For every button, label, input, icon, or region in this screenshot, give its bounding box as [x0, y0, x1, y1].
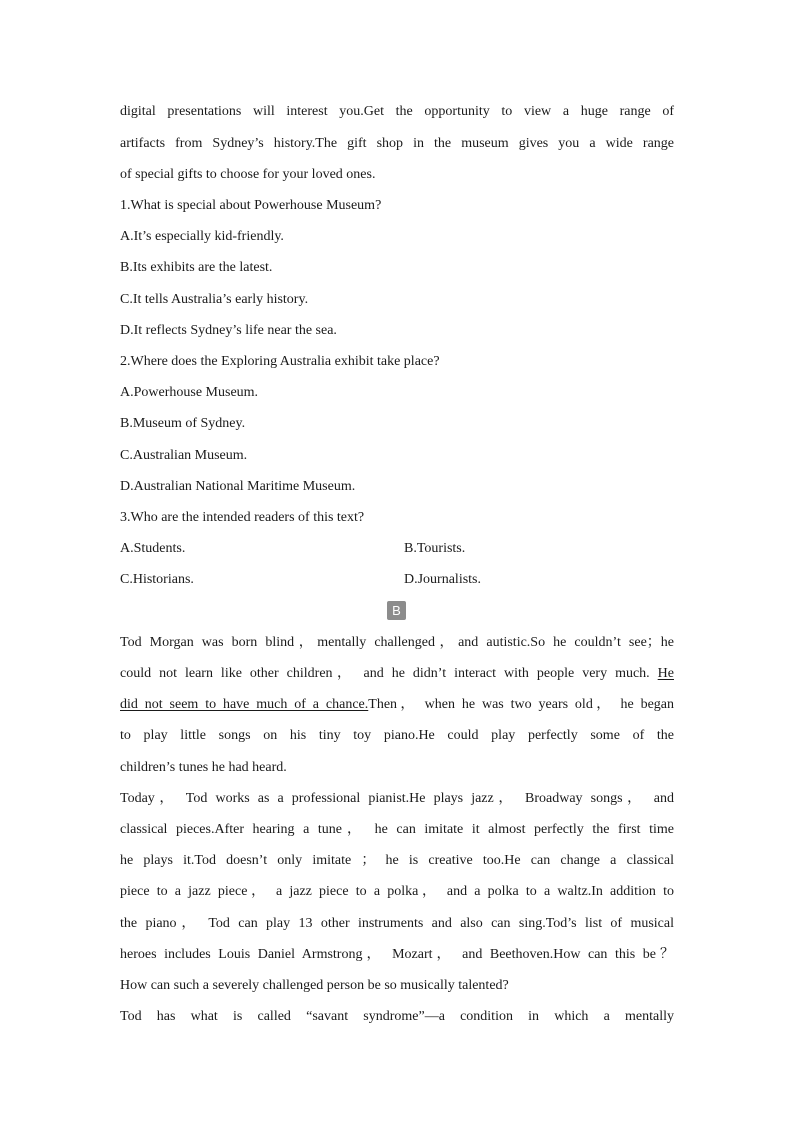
underlined-sentence: He: [657, 666, 674, 681]
passage-b-line: [120, 664, 674, 684]
passage-b-line: to play little songs on his tiny toy piano.He could play perfectly some of the: [120, 728, 674, 743]
passage-b-text: could not learn like other children， and he didn’t interact with people very much.: [120, 666, 650, 681]
answer-option: C.Historians.: [120, 572, 194, 587]
answer-option: A.It’s especially kid-friendly.: [120, 229, 284, 244]
passage-b-line: Tod has what is called “savant syndrome”—a condition in which a mentally: [120, 1009, 674, 1024]
passage-b-line: heroes includes Louis Daniel Armstrong， Mozart， and Beethoven.How can this be？: [120, 947, 674, 962]
answer-option: D.Journalists.: [404, 572, 481, 587]
answer-option: B.Museum of Sydney.: [120, 416, 246, 431]
passage-b-line: piece to a jazz piece， a jazz piece to a polka， and a polka to a waltz.In addition to: [120, 884, 674, 899]
passage-a-line: of special gifts to choose for your loved ones.: [120, 167, 376, 182]
underlined-sentence: did not seem to have much of a chance.: [120, 697, 369, 712]
passage-b-line: [120, 695, 674, 715]
passage-b-line: classical pieces.After hearing a tune， he can imitate it almost perfectly the first time: [120, 822, 674, 837]
passage-b-line: How can such a severely challenged person be so musically talented?: [120, 978, 509, 993]
answer-option: C.Australian Museum.: [120, 448, 248, 463]
passage-b-line: he plays it.Tod doesn’t only imitate ； he is creative too.He can change a classical: [120, 853, 674, 868]
answer-option: B.Tourists.: [404, 541, 466, 556]
answer-option: A.Students.: [120, 541, 186, 556]
answer-option: C.It tells Australia’s early history.: [120, 292, 309, 307]
passage-b-line: Tod Morgan was born blind，mentally challenged，and autistic.So he couldn’t see；he: [120, 635, 674, 650]
answer-option: D.Australian National Maritime Museum.: [120, 479, 356, 494]
passage-b-text: Then， when he was two years old， he began: [368, 697, 674, 712]
question-stem: 1.What is special about Powerhouse Museum?: [120, 198, 382, 213]
passage-b-line: Today， Tod works as a professional pianist.He plays jazz， Broadway songs， and: [120, 791, 674, 806]
answer-option: A.Powerhouse Museum.: [120, 385, 259, 400]
passage-b-line: children’s tunes he had heard.: [120, 760, 287, 775]
answer-option: B.Its exhibits are the latest.: [120, 260, 273, 275]
question-stem: 2.Where does the Exploring Australia exhibit take place?: [120, 354, 440, 369]
passage-a-line: artifacts from Sydney’s history.The gift shop in the museum gives you a wide range: [120, 136, 674, 151]
passage-a-line: digital presentations will interest you.Get the opportunity to view a huge range of: [120, 104, 674, 119]
question-stem: 3.Who are the intended readers of this text?: [120, 510, 365, 525]
passage-b-line: the piano， Tod can play 13 other instruments and also can sing.Tod’s list of musical: [120, 916, 674, 931]
answer-option: D.It reflects Sydney’s life near the sea.: [120, 323, 337, 338]
section-b-badge: B: [387, 601, 406, 620]
